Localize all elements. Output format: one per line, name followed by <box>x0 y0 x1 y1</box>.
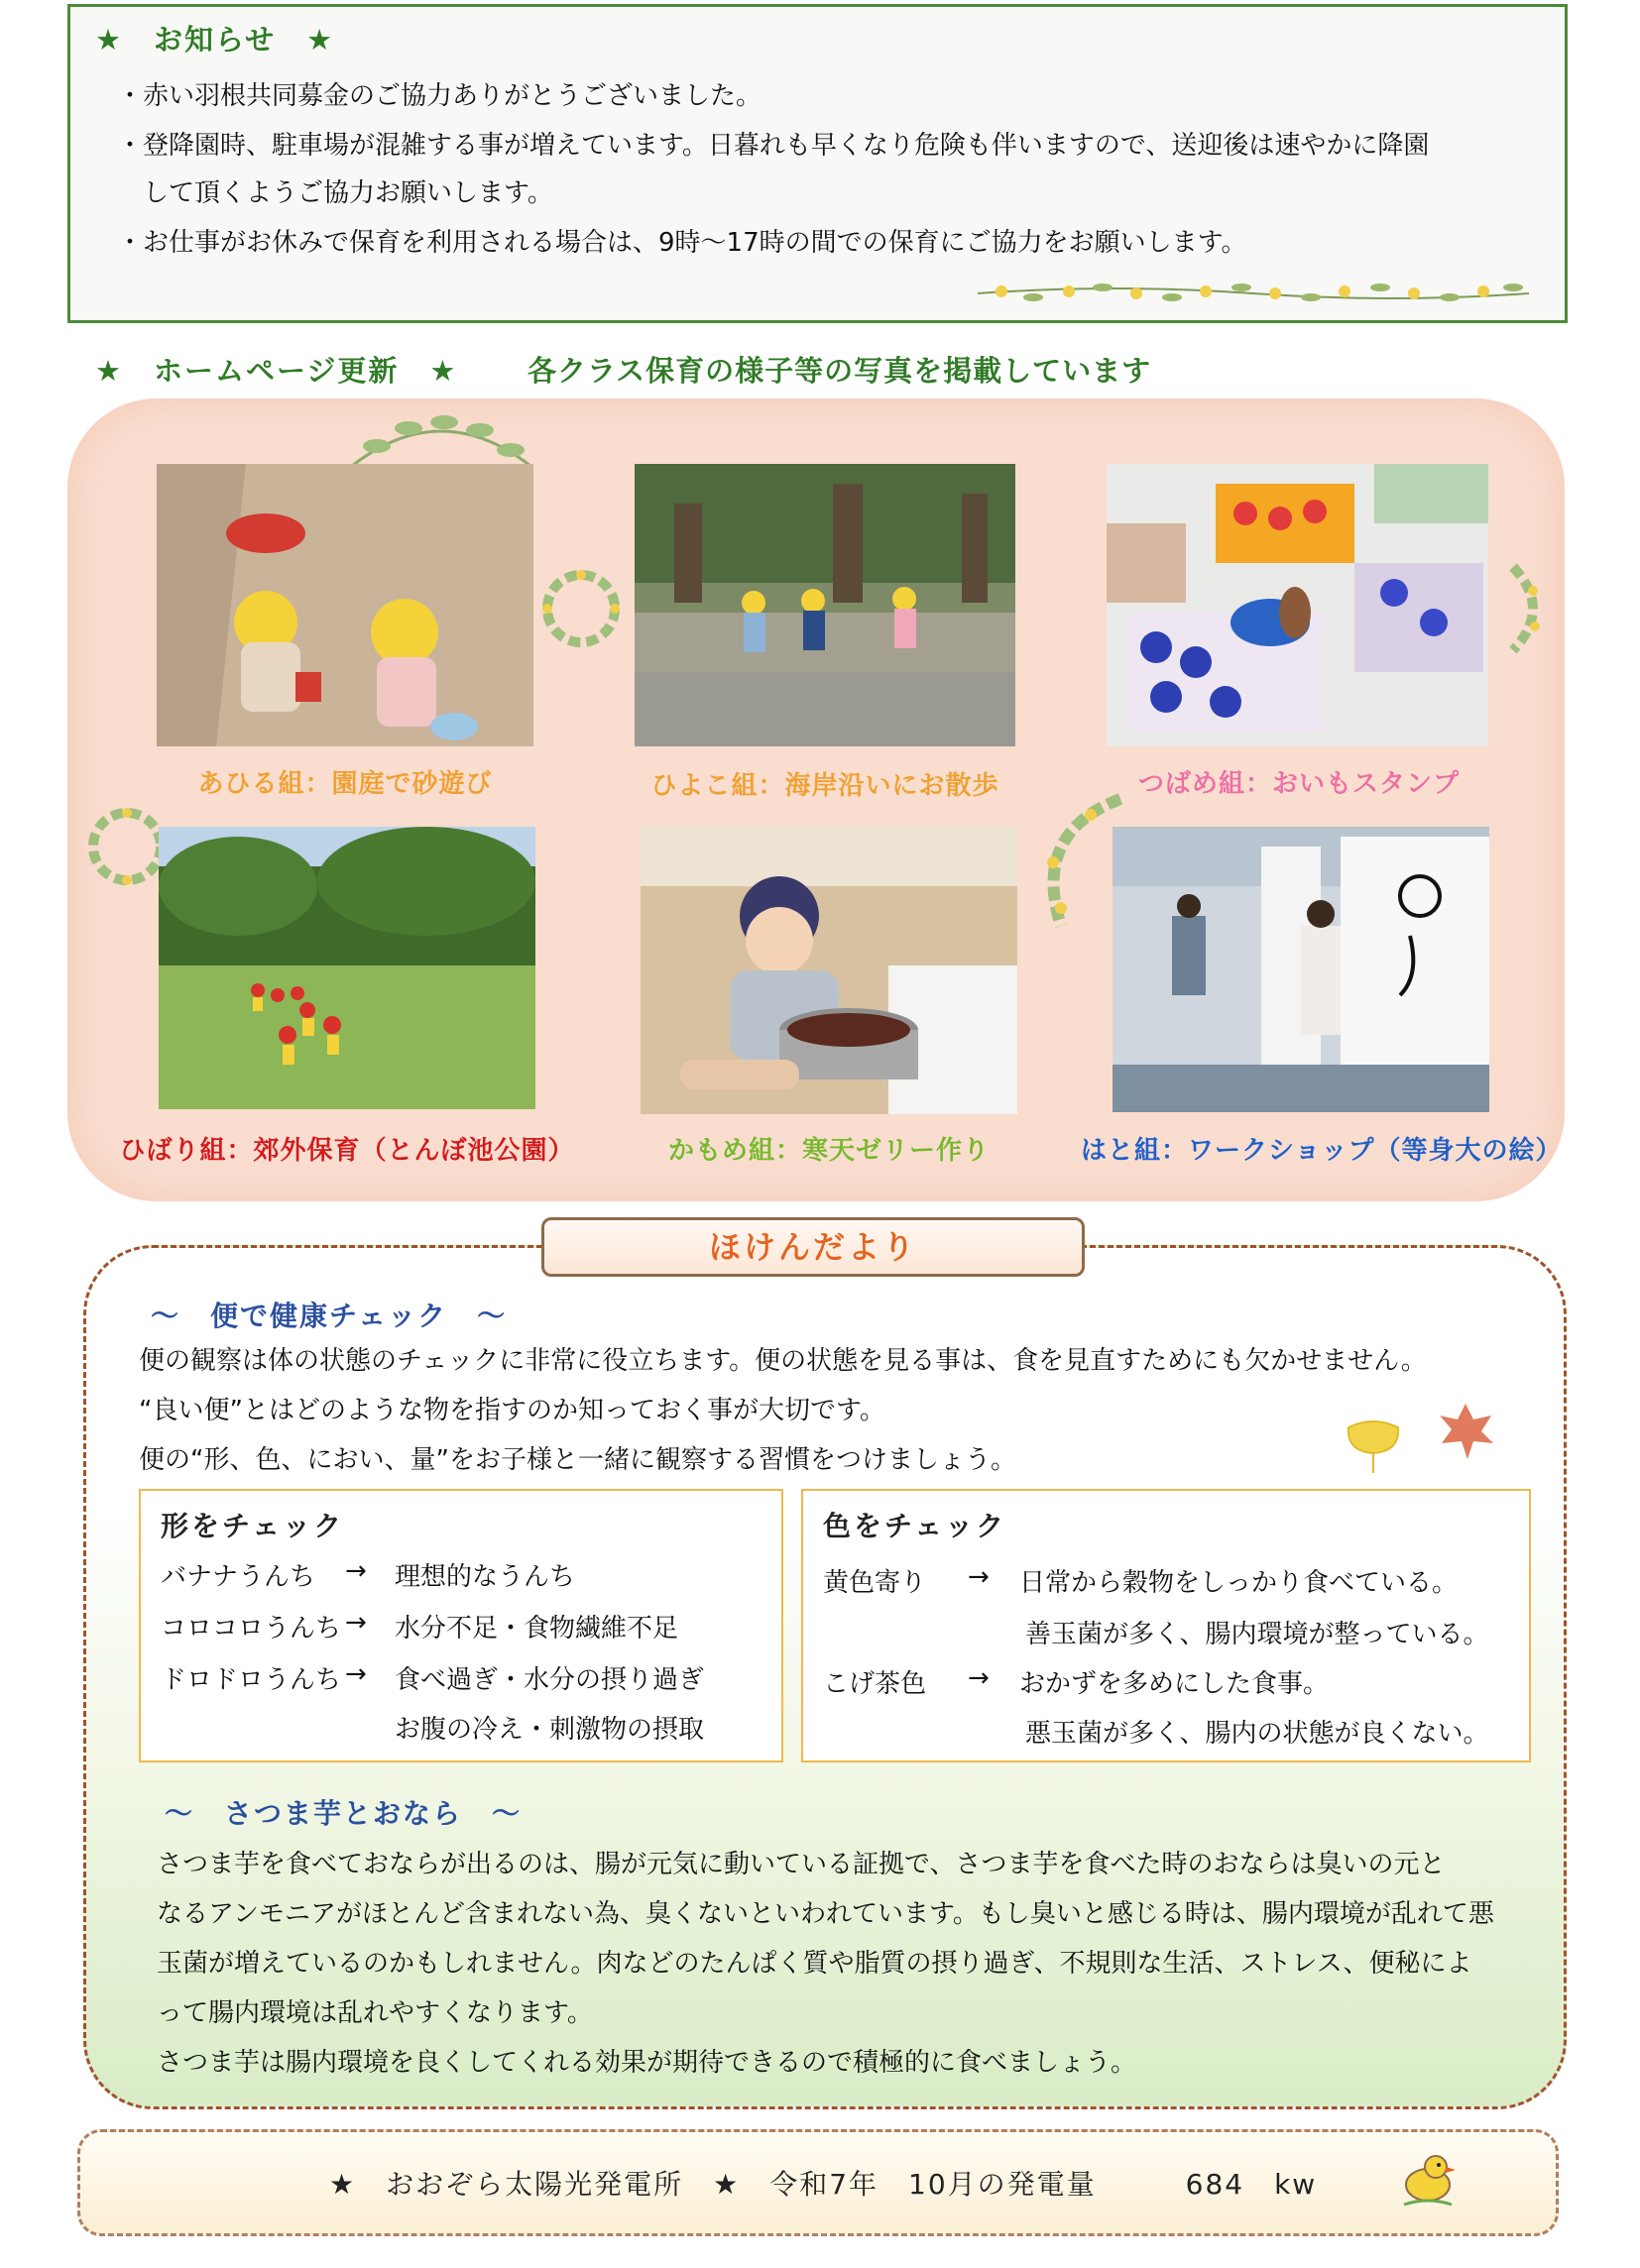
shape-row-3-left: ドロドロうんち <box>161 1665 342 1695</box>
color-row-3-right: おかずを多めにした食事。 <box>1019 1669 1330 1699</box>
shape-row-1-right: 理想的なうんち <box>395 1562 576 1592</box>
shape-row-2-right: 水分不足・食物繊維不足 <box>395 1614 679 1644</box>
color-row-2-right: 善玉菌が多く、腸内環境が整っている。 <box>1025 1620 1489 1649</box>
section-sweet-potato-title: ～ さつま芋とおなら ～ <box>165 1797 523 1830</box>
color-row-1-left: 黄色寄り <box>823 1568 927 1598</box>
arrow-icon: → <box>345 1608 367 1638</box>
color-row-4-right: 悪玉菌が多く、腸内の状態が良くない。 <box>1025 1719 1489 1749</box>
leaf-wreath-icon <box>1483 561 1563 656</box>
arrow-icon: → <box>968 1663 990 1693</box>
shape-row-1-left: バナナうんち <box>161 1562 316 1592</box>
arrow-icon: → <box>345 1556 367 1586</box>
color-row-3-left: こげ茶色 <box>823 1669 927 1699</box>
photo-sand-play <box>157 464 533 746</box>
ginkgo-leaf-icon <box>1343 1418 1404 1475</box>
potato-text-line-2: なるアンモニアがほとんど含まれない為、臭くないといわれています。もし臭いと感じる時は、腸内環境が乱れて悪 <box>157 1899 1494 1929</box>
caption-hibari: ひばり組：郊外保育（とんぼ池公園） <box>119 1136 575 1166</box>
shape-row-3-right: 食べ過ぎ・水分の摂り過ぎ <box>395 1665 705 1695</box>
flower-vine-decoration <box>978 280 1529 305</box>
color-check-title: 色をチェック <box>823 1510 1007 1542</box>
stool-text-line-3: 便の“形、色、におい、量”をお子様と一緒に観察する習慣をつけましょう。 <box>139 1445 1016 1475</box>
potato-text-line-4: って腸内環境は乱れやすくなります。 <box>157 1998 593 2028</box>
photo-potato-stamp <box>1107 464 1488 746</box>
caption-ahiru: あひる組：園庭で砂遊び <box>197 769 493 799</box>
caption-tsubame: つばめ組：おいもスタンプ <box>1137 769 1460 799</box>
health-newsletter-title: ほけんだより <box>541 1217 1085 1277</box>
leaf-wreath-icon <box>533 561 629 656</box>
potato-text-line-5: さつま芋は腸内環境を良くしてくれる効果が期待できるので積極的に食べましょう。 <box>157 2048 1137 2078</box>
notice-line-4: ・お仕事がお休みで保育を利用される場合は、9時～17時の間での保育にご協力をお願いします。 <box>117 228 1247 258</box>
color-row-1-right: 日常から穀物をしっかり食べている。 <box>1019 1568 1459 1598</box>
homepage-subtitle: 各クラス保育の様子等の写真を掲載しています <box>527 354 1152 388</box>
photo-walk <box>635 464 1015 746</box>
solar-power-report: ★ おおぞら太陽光発電所 ★ 令和7年 10月の発電量 684 kw <box>329 2168 1318 2201</box>
notice-title: ★ お知らせ ★ <box>95 23 335 57</box>
stool-text-line-2: “良い便”とはどのような物を指すのか知っておく事が大切です。 <box>139 1396 885 1425</box>
shape-check-title: 形をチェック <box>161 1510 345 1542</box>
shape-row-4-right: お腹の冷え・刺激物の摂取 <box>395 1715 705 1745</box>
caption-kamome: かもめ組：寒天ゼリー作り <box>667 1136 990 1166</box>
caption-hato: はと組：ワークショップ（等身大の絵） <box>1081 1136 1563 1166</box>
photo-park <box>159 827 535 1109</box>
photo-workshop <box>1113 827 1489 1112</box>
notice-line-3: して頂くようご協力お願いします。 <box>117 178 553 208</box>
stool-text-line-1: 便の観察は体の状態のチェックに非常に役立ちます。便の状態を見る事は、食を見直すためにも欠かせません。 <box>139 1346 1427 1376</box>
photo-jelly-making <box>641 827 1017 1114</box>
notice-line-1: ・赤い羽根共同募金のご協力ありがとうございました。 <box>117 81 762 111</box>
shape-row-2-left: コロコロうんち <box>161 1614 342 1644</box>
homepage-title: ★ ホームページ更新 ★ <box>95 354 458 388</box>
section-stool-check-title: ～ 便で健康チェック ～ <box>151 1300 508 1332</box>
potato-text-line-3: 玉菌が増えているのかもしれません。肉などのたんぱく質や脂質の摂り過ぎ、不規則な生活、ストレス、便秘によ <box>157 1949 1472 1979</box>
arrow-icon: → <box>968 1562 990 1592</box>
caption-hiyoko: ひよこ組：海岸沿いにお散歩 <box>650 771 999 801</box>
potato-text-line-1: さつま芋を食べておならが出るのは、腸が元気に動いている証拠で、さつま芋を食べた時のおならは臭いの元と <box>157 1850 1446 1879</box>
maple-leaf-icon <box>1434 1400 1497 1463</box>
notice-line-2: ・登降園時、駐車場が混雑する事が増えています。日暮れも早くなり危険も伴いますので、送迎後は速やかに降園 <box>117 131 1430 161</box>
arrow-icon: → <box>345 1659 367 1689</box>
bird-mascot-icon <box>1398 2147 1458 2209</box>
